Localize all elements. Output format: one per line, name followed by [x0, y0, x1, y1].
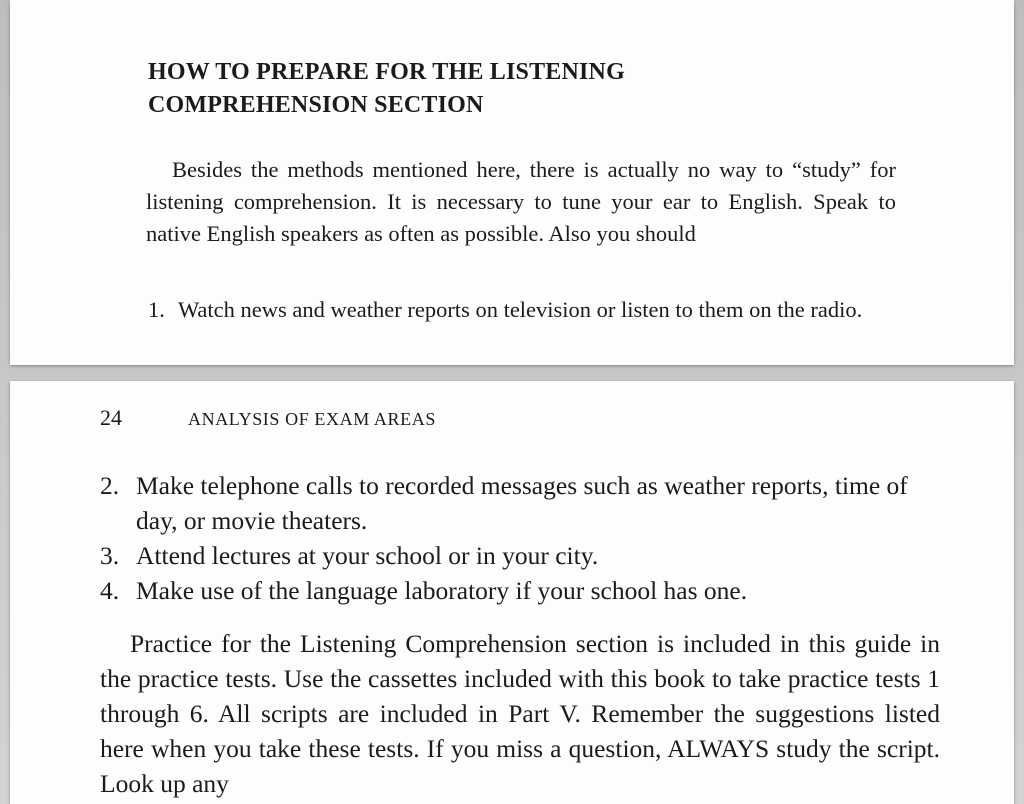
list-item: [148, 293, 898, 326]
heading-line-1: HOW TO PREPARE FOR THE LISTENING: [148, 59, 625, 85]
tips-list-bottom: [100, 468, 940, 608]
running-title: ANALYSIS OF EXAM AREAS: [188, 409, 436, 429]
tips-list-top: [148, 293, 898, 326]
section-heading: [148, 56, 625, 122]
list-item: [100, 573, 940, 608]
list-item-text: Watch news and weather reports on television or listen to them on the radio.: [178, 297, 863, 322]
list-item-number: 4.: [100, 576, 120, 605]
list-item-number: 1.: [148, 297, 165, 322]
intro-paragraph: Besides the methods mentioned here, there is actually no way to “study” for listening comprehension. It is necessary to tune your ear to English. Speak to native English speakers as often as possible. Also you should: [146, 157, 896, 246]
running-head: [100, 405, 436, 431]
list-item-text: Make use of the language laboratory if your school has one.: [136, 576, 748, 605]
page-top: [10, 0, 1014, 365]
list-item: [100, 538, 940, 573]
practice-paragraph: Practice for the Listening Comprehension section is included in this guide in the practice tests. Use the cassettes included with this book to take practice tests 1 through 6. All scripts are included in Part V. Remember the suggestions listed here when you take these tests. If you miss a question, ALWAYS study the script. Look up any: [100, 629, 940, 798]
page-bottom: [10, 381, 1014, 804]
page-number: 24: [100, 405, 122, 430]
list-item-number: 2.: [100, 471, 120, 500]
list-item: [100, 468, 940, 538]
heading-line-2: COMPREHENSION SECTION: [148, 92, 484, 118]
list-item-text: Attend lectures at your school or in your city.: [136, 541, 599, 570]
list-item-text: Make telephone calls to recorded messages such as weather reports, time of day, or movie theaters.: [136, 471, 908, 535]
list-item-number: 3.: [100, 541, 120, 570]
